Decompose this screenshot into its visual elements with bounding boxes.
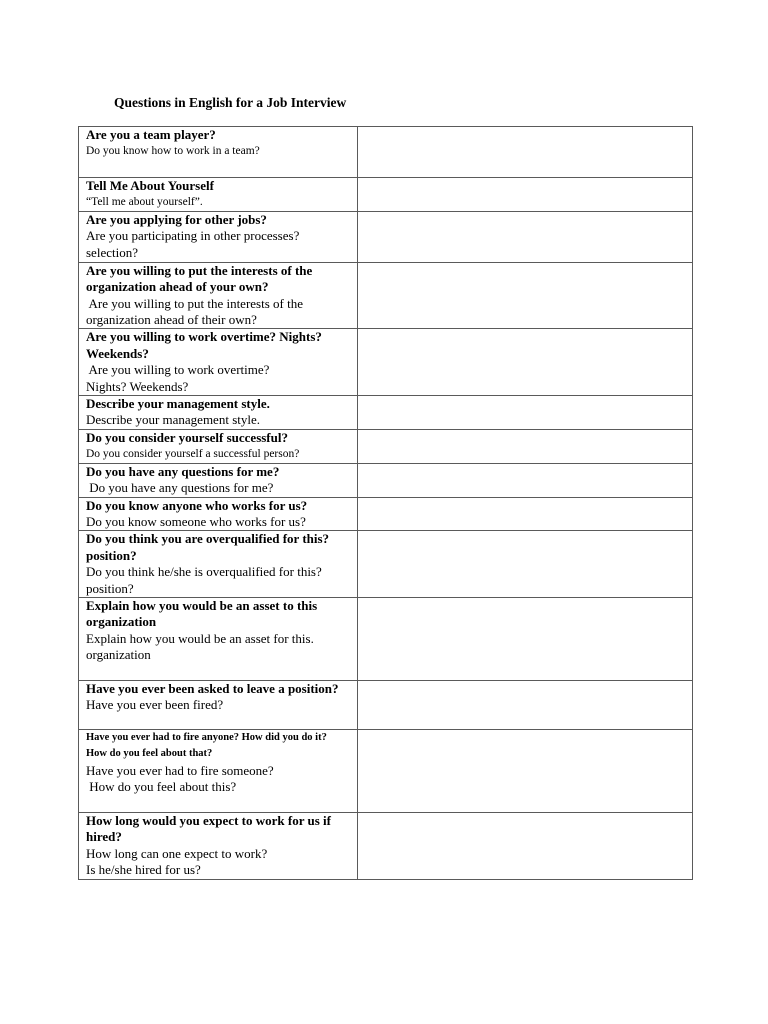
question-heading: Describe your management style. [86,396,270,412]
question-heading: position? [86,547,137,563]
question-paraphrase: Describe your management style. [86,412,260,428]
question-paraphrase: Is he/she hired for us? [86,862,201,878]
answer-cell [358,211,693,262]
question-text-block [79,498,357,531]
question-cell [79,497,358,531]
question-row [79,211,693,262]
question-text-block [79,396,357,429]
question-row [79,396,693,430]
question-heading: hired? [86,829,122,845]
question-cell [79,127,358,178]
question-cell [79,396,358,430]
question-heading: How do you feel about that? [86,748,213,760]
question-heading: Do you think you are overqualified for this? [86,531,330,547]
question-heading: Do you consider yourself successful? [86,429,288,445]
question-row [79,680,693,729]
question-row [79,262,693,329]
question-heading: Tell Me About Yourself [86,178,214,193]
question-heading: Are you a team player? [86,127,216,142]
questions-table-body [79,127,693,880]
question-text-block [79,730,357,796]
question-heading: Do you have any questions for me? [86,463,280,479]
answer-cell [358,463,693,497]
question-cell [79,211,358,262]
question-row [79,729,693,812]
question-text-block [79,430,357,463]
question-heading: Are you applying for other jobs? [86,211,267,227]
answer-cell [358,531,693,598]
question-paraphrase: position? [86,580,134,596]
answer-cell [358,597,693,680]
answer-cell [358,812,693,879]
answer-cell [358,497,693,531]
question-text-block [79,681,357,714]
question-row [79,127,693,178]
question-heading: How long would you expect to work for us if [86,812,331,828]
question-paraphrase: Do you know how to work in a team? [86,145,260,158]
question-paraphrase: “Tell me about yourself”. [86,196,203,209]
question-cell [79,329,358,396]
question-text-block [79,127,357,160]
question-row [79,178,693,212]
question-paraphrase: organization ahead of their own? [86,312,257,328]
question-paraphrase: Have you ever been fired? [86,697,224,713]
question-cell [79,729,358,812]
question-heading: Have you ever been asked to leave a position? [86,680,339,696]
question-paraphrase: Are you participating in other processes? [86,228,300,244]
question-paraphrase: How long can one expect to work? [86,845,268,861]
question-cell [79,262,358,329]
question-paraphrase: Are you willing to put the interests of the [86,295,303,311]
question-heading: Are you willing to put the interests of the [86,262,313,278]
question-heading: Weekends? [86,345,149,361]
document-title: Questions in English for a Job Interview [114,95,347,110]
answer-cell [358,729,693,812]
question-heading: Do you know anyone who works for us? [86,497,308,513]
question-text-block [79,531,357,597]
question-paraphrase: Explain how you would be an asset for this. [86,630,314,646]
answer-cell [358,178,693,212]
question-heading: organization [86,614,157,630]
question-text-block [79,263,357,329]
answer-cell [358,329,693,396]
question-paraphrase: Do you consider yourself a successful person? [86,448,300,461]
question-cell [79,531,358,598]
answer-cell [358,429,693,463]
question-paraphrase: Do you think he/she is overqualified for this? [86,564,322,580]
question-cell [79,463,358,497]
question-cell [79,597,358,680]
question-heading: organization ahead of your own? [86,279,269,295]
questions-table [78,126,693,880]
answer-cell [358,262,693,329]
question-heading: Are you willing to work overtime? Nights? [86,329,322,345]
question-text-block [79,178,357,211]
question-paraphrase: Are you willing to work overtime? [86,362,270,378]
question-text-block [79,212,357,261]
question-text-block [79,329,357,395]
answer-cell [358,680,693,729]
question-paraphrase: Do you know someone who works for us? [86,513,306,529]
question-cell [79,812,358,879]
question-cell [79,680,358,729]
question-paraphrase: Do you have any questions for me? [86,480,274,496]
question-cell [79,178,358,212]
question-text-block [79,464,357,497]
question-row [79,463,693,497]
answer-cell [358,396,693,430]
question-row [79,531,693,598]
question-text-block [79,813,357,879]
question-text-block [79,598,357,664]
question-row [79,597,693,680]
question-cell [79,429,358,463]
question-paraphrase: How do you feel about this? [86,779,237,795]
question-row [79,429,693,463]
question-paraphrase: Nights? Weekends? [86,378,189,394]
question-paraphrase: organization [86,647,151,663]
answer-cell [358,127,693,178]
question-paraphrase: selection? [86,244,138,260]
question-heading: Have you ever had to fire anyone? How did you do it? [86,731,327,743]
question-paraphrase: Have you ever had to fire someone? [86,762,274,778]
question-row [79,812,693,879]
question-row [79,329,693,396]
question-heading: Explain how you would be an asset to this [86,597,318,613]
question-row [79,497,693,531]
